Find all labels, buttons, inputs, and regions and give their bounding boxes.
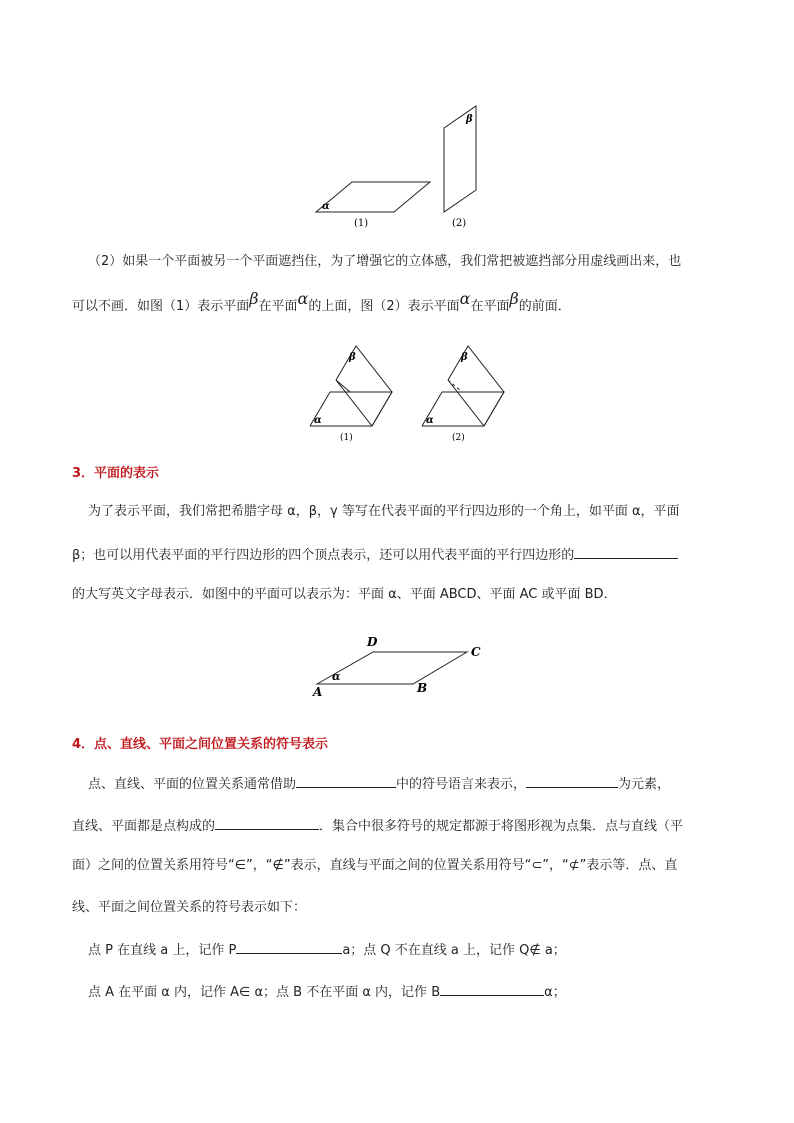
caption-2: (2) (452, 218, 467, 229)
svg-text:(2): (2) (452, 433, 465, 443)
section3-line1: 为了表示平面，我们常把希腊字母 α，β，γ 等写在代表平面的平行四边形的一个角上，如平面 α，平面 (88, 504, 680, 519)
section4-heading: 4．点、直线、平面之间位置关系的符号表示 (72, 737, 329, 752)
svg-text:C: C (471, 645, 481, 659)
svg-text:α: α (314, 415, 322, 426)
plane-alpha-horizontal (316, 182, 430, 212)
svg-text:β: β (349, 352, 356, 363)
section3-heading: 3．平面的表示 (72, 466, 160, 481)
para2-line1: （2）如果一个平面被另一个平面遮挡住，为了增强它的立体感，我们常把被遮挡部分用虚线画出来，也 (88, 254, 682, 269)
section4-line2: 直线、平面都是点构成的 ．集合中很多符号的规定都源于将图形视为点集．点与直线（平 (72, 816, 683, 836)
label-alpha: α (322, 201, 330, 212)
caption-1: (1) (354, 218, 369, 229)
svg-text:(1): (1) (340, 433, 353, 443)
svg-text:α: α (332, 670, 341, 683)
section4-line5: 点 P 在直线 a 上，记作 P a；点 Q 不在直线 a 上，记作 Q∉ a； (88, 940, 566, 960)
svg-text:D: D (367, 635, 378, 649)
section4-line1: 点、直线、平面的位置关系通常借助 中的符号语言来表示， 为元素， (88, 774, 670, 794)
svg-text:B: B (417, 681, 428, 695)
blank (236, 940, 342, 954)
svg-text:α: α (426, 415, 434, 426)
figure-intersecting-planes (300, 340, 520, 450)
blank (574, 545, 678, 559)
intersecting-planes-1 (310, 346, 392, 443)
figure-planes-basic (300, 100, 500, 230)
intersecting-planes-2 (422, 346, 504, 443)
svg-text:A: A (313, 685, 323, 699)
section4-line3: 面）之间的位置关系用符号“∈”，“∉”表示，直线与平面之间的位置关系用符号“⊂”，“⊄”表示等．点、直 (72, 858, 678, 873)
blank (215, 816, 319, 830)
blank (296, 774, 396, 788)
figure-parallelogram-abcd (305, 630, 495, 700)
section3-line3: 的大写英文字母表示．如图中的平面可以表示为：平面 α、平面 ABCD、平面 AC 或平面 BD． (72, 587, 617, 602)
para2-line2: 可以不画．如图（1）表示平面β在平面α的上面，图（2）表示平面α在平面β的前面． (72, 289, 571, 314)
section4-line6: 点 A 在平面 α 内，记作 A∈ α；点 B 不在平面 α 内，记作 B α； (88, 982, 566, 1002)
section3-line2: β；也可以用代表平面的平行四边形的四个顶点表示，还可以用代表平面的平行四边形的 (72, 545, 678, 565)
label-beta: β (466, 114, 473, 125)
section4-line4: 线、平面之间位置关系的符号表示如下： (72, 900, 307, 915)
blank (440, 982, 544, 996)
blank (526, 774, 618, 788)
svg-text:β: β (461, 352, 468, 363)
